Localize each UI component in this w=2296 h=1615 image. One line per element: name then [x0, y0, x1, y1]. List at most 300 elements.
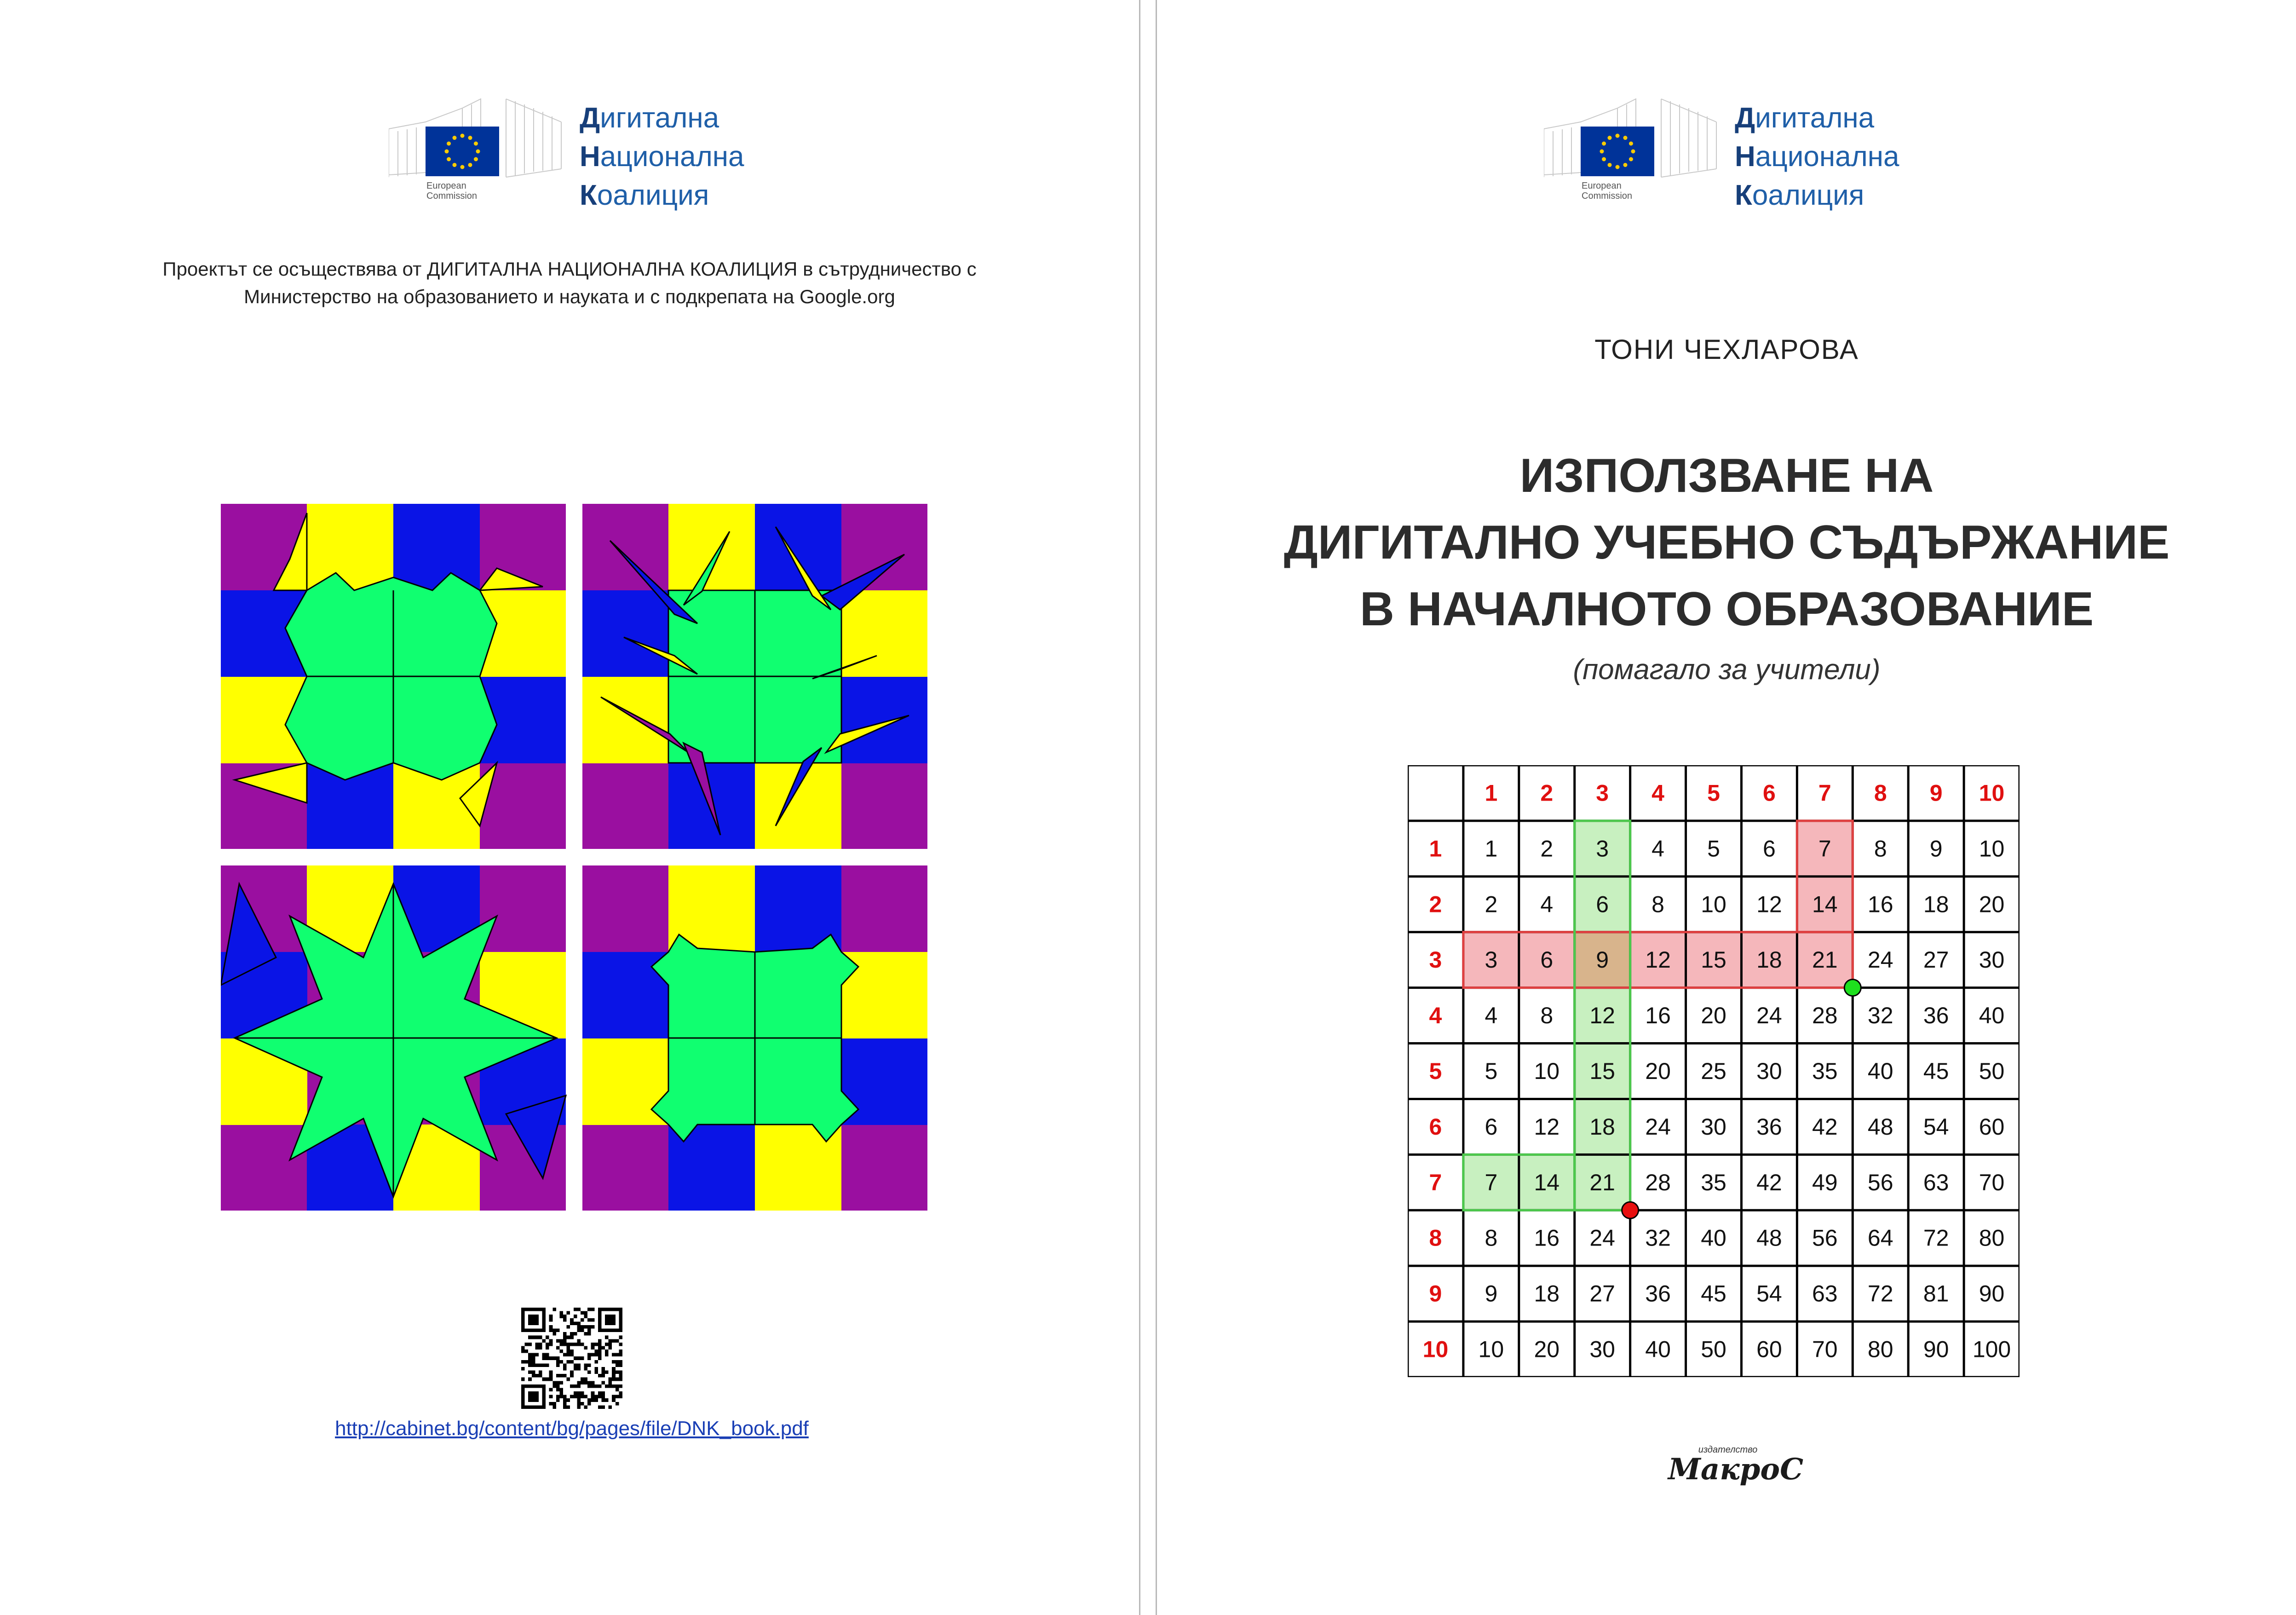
qr-module: [570, 1336, 574, 1339]
qr-module: [559, 1388, 563, 1391]
qr-module: [563, 1318, 567, 1322]
eu-star: [1602, 142, 1606, 146]
qr-module: [612, 1367, 616, 1371]
qr-module: [584, 1325, 588, 1329]
qr-module: [528, 1378, 532, 1381]
qr-module: [570, 1343, 574, 1346]
row-header: 5: [1429, 1058, 1442, 1084]
qr-module: [563, 1363, 567, 1367]
table-cell: 10: [1478, 1336, 1504, 1362]
table-cell: 20: [1979, 891, 2005, 917]
green-marker-dot: [1844, 980, 1861, 996]
qr-module: [605, 1384, 609, 1388]
table-cell: 14: [1812, 891, 1838, 917]
qr-module: [605, 1336, 609, 1339]
eu-star: [447, 157, 451, 162]
qr-module: [587, 1325, 591, 1329]
table-cell: 12: [1645, 947, 1671, 973]
table-cell: 63: [1812, 1280, 1838, 1307]
table-cell: 10: [1979, 836, 2005, 862]
column-header: 3: [1596, 780, 1609, 806]
qr-module: [567, 1353, 570, 1357]
table-cell: 12: [1756, 891, 1782, 917]
qr-module: [619, 1384, 622, 1388]
table-cell: 40: [1701, 1225, 1726, 1251]
qr-module: [577, 1308, 581, 1311]
qr-module: [584, 1311, 588, 1315]
qr-module: [563, 1332, 567, 1336]
qr-module: [556, 1398, 560, 1402]
column-header: 10: [1979, 780, 2005, 806]
qr-finder: [528, 1315, 539, 1325]
qr-module: [574, 1308, 577, 1311]
qr-module: [532, 1371, 535, 1374]
qr-module: [609, 1384, 612, 1388]
qr-module: [619, 1350, 622, 1353]
eu-star: [445, 150, 449, 154]
table-cell: 72: [1867, 1280, 1893, 1307]
qr-module: [598, 1356, 602, 1360]
qr-module: [542, 1353, 546, 1357]
qr-module: [567, 1378, 570, 1381]
qr-module: [616, 1384, 619, 1388]
table-cell: 90: [1979, 1280, 2005, 1307]
qr-module: [598, 1391, 602, 1395]
table-cell: 6: [1763, 836, 1776, 862]
qr-module: [521, 1360, 525, 1364]
qr-module: [584, 1346, 588, 1350]
qr-module: [549, 1343, 553, 1346]
qr-module: [535, 1346, 539, 1350]
eu-star: [474, 157, 478, 162]
right-page: [1157, 0, 2296, 1615]
column-header: 2: [1540, 780, 1554, 806]
qr-module: [567, 1398, 570, 1402]
qr-module: [556, 1395, 560, 1399]
qr-module: [577, 1325, 581, 1329]
qr-module: [574, 1384, 577, 1388]
table-cell: 27: [1589, 1280, 1615, 1307]
qr-module: [612, 1371, 616, 1374]
qr-module: [525, 1343, 529, 1346]
row-header: 3: [1429, 947, 1442, 973]
table-cell: 40: [1979, 1003, 2005, 1029]
qr-module: [612, 1339, 616, 1343]
ec-caption-line-2: Commission: [1582, 191, 1633, 201]
qr-module: [587, 1353, 591, 1357]
qr-module: [609, 1378, 612, 1381]
table-cell: 56: [1812, 1225, 1838, 1251]
qr-module: [549, 1315, 553, 1318]
qr-module: [528, 1343, 532, 1346]
qr-module: [612, 1353, 616, 1357]
qr-module: [549, 1371, 553, 1374]
eu-star: [460, 165, 465, 169]
qr-module: [570, 1374, 574, 1378]
table-cell: 15: [1701, 947, 1726, 973]
qr-module: [598, 1343, 602, 1346]
qr-module: [584, 1332, 588, 1336]
qr-module: [609, 1339, 612, 1343]
qr-module: [528, 1353, 532, 1357]
table-cell: 7: [1485, 1169, 1498, 1195]
puzzle-2: [582, 504, 927, 849]
qr-module: [587, 1398, 591, 1402]
qr-module: [574, 1321, 577, 1325]
qr-module: [539, 1346, 542, 1350]
table-cell: 10: [1701, 891, 1726, 917]
qr-module: [587, 1381, 591, 1384]
table-cell: 24: [1589, 1225, 1615, 1251]
table-cell: 8: [1540, 1003, 1554, 1029]
dnk-line-1: Дигитална: [580, 102, 719, 134]
qr-module: [598, 1346, 602, 1350]
tessellation-puzzles: [221, 504, 927, 1211]
table-cell: 6: [1596, 891, 1609, 917]
qr-module: [581, 1329, 584, 1332]
qr-module: [542, 1378, 546, 1381]
publisher-logo: [1668, 1445, 1803, 1487]
qr-module: [552, 1384, 556, 1388]
qr-module: [619, 1395, 622, 1399]
qr-module: [581, 1325, 584, 1329]
qr-module: [616, 1360, 619, 1364]
qr-module: [598, 1353, 602, 1357]
qr-module: [594, 1384, 598, 1388]
table-cell: 18: [1756, 947, 1782, 973]
publisher-small-text: издателство: [1698, 1445, 1758, 1455]
qr-module: [587, 1402, 591, 1406]
qr-module: [616, 1339, 619, 1343]
qr-module: [619, 1378, 622, 1381]
qr-module: [577, 1329, 581, 1332]
eu-star: [1616, 165, 1620, 169]
table-cell: 35: [1701, 1169, 1726, 1195]
qr-module: [552, 1405, 556, 1409]
table-cell: 80: [1867, 1336, 1893, 1362]
project-line-1: Проектът се осъществява от ДИГИТАЛНА НАЦИОНАЛНА КОАЛИЦИЯ в сътрудничество с: [162, 258, 977, 280]
qr-module: [587, 1318, 591, 1322]
table-cell: 9: [1485, 1280, 1498, 1307]
qr-module: [567, 1336, 570, 1339]
table-cell: 24: [1867, 947, 1893, 973]
qr-module: [570, 1350, 574, 1353]
qr-module: [619, 1353, 622, 1357]
qr-module: [546, 1336, 549, 1339]
eu-star: [476, 150, 480, 154]
qr-module: [594, 1371, 598, 1374]
eu-star: [1629, 157, 1633, 162]
qr-module: [570, 1360, 574, 1364]
qr-module: [577, 1321, 581, 1325]
table-cell: 8: [1874, 836, 1887, 862]
qr-module: [563, 1374, 567, 1378]
qr-module: [605, 1350, 609, 1353]
qr-module: [577, 1339, 581, 1343]
qr-module: [616, 1378, 619, 1381]
qr-module: [581, 1318, 584, 1322]
qr-module: [570, 1321, 574, 1325]
eu-star: [460, 134, 465, 138]
table-cell: 49: [1812, 1169, 1838, 1195]
qr-module: [570, 1332, 574, 1336]
qr-module: [612, 1395, 616, 1399]
table-cell: 48: [1867, 1113, 1893, 1140]
qr-module: [546, 1343, 549, 1346]
ec-caption-right: [1582, 181, 1632, 201]
qr-module: [556, 1381, 560, 1384]
dnk-line-2: Национална: [1735, 141, 1899, 173]
qr-module: [563, 1395, 567, 1399]
table-cell: 54: [1923, 1113, 1949, 1140]
qr-module: [539, 1336, 542, 1339]
qr-module: [601, 1346, 605, 1350]
table-cell: 4: [1485, 1003, 1498, 1029]
table-cell: 6: [1485, 1113, 1498, 1140]
subtitle: (помагало за учители): [1573, 654, 1881, 686]
row-header: 4: [1429, 1003, 1442, 1029]
qr-module: [587, 1332, 591, 1336]
eu-star: [453, 136, 457, 140]
qr-module: [619, 1391, 622, 1395]
title-line-2: ДИГИТАЛНО УЧЕБНО СЪДЪРЖАНИЕ: [1283, 516, 2170, 569]
table-cell: 50: [1701, 1336, 1726, 1362]
puzzle-1: [221, 504, 566, 849]
qr-module: [546, 1353, 549, 1357]
qr-module: [574, 1363, 577, 1367]
row-header: 8: [1429, 1225, 1442, 1251]
qr-module: [556, 1360, 560, 1364]
qr-module: [577, 1343, 581, 1346]
qr-module: [532, 1363, 535, 1367]
qr-module: [598, 1384, 602, 1388]
qr-module: [528, 1336, 532, 1339]
ec-caption: [426, 181, 477, 201]
qr-module: [591, 1325, 595, 1329]
qr-module: [525, 1360, 529, 1364]
ec-caption-line-1: European: [426, 181, 466, 191]
table-cell: 6: [1540, 947, 1554, 973]
qr-module: [619, 1374, 622, 1378]
qr-module: [581, 1395, 584, 1399]
qr-module: [601, 1398, 605, 1402]
qr-module: [577, 1402, 581, 1406]
qr-module: [528, 1371, 532, 1374]
qr-module: [584, 1315, 588, 1318]
table-cell: 40: [1645, 1336, 1671, 1362]
qr-module: [591, 1381, 595, 1384]
qr-module: [619, 1336, 622, 1339]
qr-module: [609, 1405, 612, 1409]
table-cell: 20: [1645, 1058, 1671, 1084]
qr-module: [549, 1388, 553, 1391]
table-cell: 36: [1756, 1113, 1782, 1140]
table-cell: 60: [1979, 1113, 2005, 1140]
table-cell: 45: [1923, 1058, 1949, 1084]
title-line-1: ИЗПОЛЗВАНЕ НА: [1519, 449, 1934, 502]
qr-module: [556, 1339, 560, 1343]
eu-star: [1629, 142, 1633, 146]
table-cell: 21: [1589, 1169, 1615, 1195]
qr-module: [577, 1363, 581, 1367]
qr-module: [619, 1363, 622, 1367]
table-cell: 24: [1756, 1003, 1782, 1029]
qr-module: [563, 1353, 567, 1357]
qr-module: [574, 1315, 577, 1318]
column-header: 4: [1652, 780, 1664, 806]
column-header: 1: [1485, 780, 1498, 806]
qr-module: [549, 1356, 553, 1360]
table-cell: 35: [1812, 1058, 1838, 1084]
table-cell: 32: [1867, 1003, 1893, 1029]
qr-module: [577, 1405, 581, 1409]
qr-module: [532, 1356, 535, 1360]
table-cell: 100: [1972, 1336, 2011, 1362]
qr-module: [601, 1367, 605, 1371]
qr-module: [598, 1395, 602, 1399]
qr-module: [574, 1391, 577, 1395]
table-cell: 5: [1485, 1058, 1498, 1084]
qr-module: [539, 1343, 542, 1346]
qr-module: [521, 1378, 525, 1381]
qr-module: [559, 1360, 563, 1364]
table-cell: 2: [1540, 836, 1554, 862]
table-cell: 42: [1756, 1169, 1782, 1195]
qr-module: [609, 1381, 612, 1384]
qr-module: [616, 1371, 619, 1374]
table-cell: 36: [1645, 1280, 1671, 1307]
qr-module: [532, 1360, 535, 1364]
qr-module: [587, 1371, 591, 1374]
qr-module: [619, 1360, 622, 1364]
puzzle-3: [221, 865, 566, 1211]
multiplication-table: [1408, 765, 2020, 1377]
column-header: 7: [1818, 780, 1831, 806]
qr-module: [570, 1371, 574, 1374]
qr-finder: [528, 1391, 539, 1402]
qr-module: [616, 1353, 619, 1357]
row-header: 7: [1429, 1169, 1442, 1195]
qr-module: [552, 1308, 556, 1311]
qr-module: [546, 1363, 549, 1367]
qr-module: [539, 1363, 542, 1367]
table-cell: 63: [1923, 1169, 1949, 1195]
qr-module: [577, 1356, 581, 1360]
table-cell: 81: [1923, 1280, 1949, 1307]
qr-module: [567, 1311, 570, 1315]
qr-module: [594, 1353, 598, 1357]
table-cell: 8: [1652, 891, 1664, 917]
qr-module: [577, 1381, 581, 1384]
qr-module: [591, 1308, 595, 1311]
qr-module: [567, 1325, 570, 1329]
qr-module: [521, 1346, 525, 1350]
qr-module: [598, 1405, 602, 1409]
qr-module: [570, 1318, 574, 1322]
table-cell: 16: [1534, 1225, 1560, 1251]
table-cell: 30: [1979, 947, 2005, 973]
qr-module: [549, 1329, 553, 1332]
qr-module: [581, 1391, 584, 1395]
table-cell: 9: [1929, 836, 1943, 862]
qr-module: [619, 1371, 622, 1374]
table-cell: 15: [1589, 1058, 1615, 1084]
dnk-line-3: Коалиция: [580, 179, 709, 211]
book-link[interactable]: http://cabinet.bg/content/bg/pages/file/DNK_book.pdf: [335, 1417, 809, 1440]
qr-module: [612, 1398, 616, 1402]
qr-module: [552, 1332, 556, 1336]
table-cell: 80: [1979, 1225, 2005, 1251]
table-cell: 4: [1652, 836, 1664, 862]
title-line-3: В НАЧАЛНОТО ОБРАЗОВАНИЕ: [1359, 583, 2094, 636]
qr-module: [601, 1371, 605, 1374]
qr-module: [535, 1343, 539, 1346]
qr-module: [556, 1374, 560, 1378]
row-header: 9: [1429, 1280, 1442, 1307]
qr-module: [581, 1311, 584, 1315]
qr-module: [612, 1360, 616, 1364]
qr-module: [549, 1395, 553, 1399]
table-cell: 2: [1485, 891, 1498, 917]
qr-module: [535, 1374, 539, 1378]
qr-module: [598, 1374, 602, 1378]
column-header: 5: [1707, 780, 1720, 806]
qr-module: [587, 1384, 591, 1388]
qr-module: [574, 1332, 577, 1336]
qr-module: [616, 1363, 619, 1367]
page-divider-right: [1156, 0, 1157, 1615]
qr-module: [591, 1346, 595, 1350]
qr-module: [591, 1353, 595, 1357]
qr-module: [577, 1395, 581, 1399]
table-cell: 54: [1756, 1280, 1782, 1307]
qr-module: [591, 1391, 595, 1395]
table-cell: 18: [1923, 891, 1949, 917]
eu-star: [1616, 134, 1620, 138]
ec-caption-line-2: Commission: [426, 191, 478, 201]
qr-module: [528, 1356, 532, 1360]
qr-module: [609, 1343, 612, 1346]
dnk-line-1: Дигитална: [1735, 102, 1875, 134]
qr-module: [528, 1360, 532, 1364]
eu-star: [447, 142, 451, 146]
qr-module: [563, 1343, 567, 1346]
qr-module: [559, 1391, 563, 1395]
european-commission-logo-right: [1544, 94, 1719, 186]
qr-module: [612, 1374, 616, 1378]
qr-module: [581, 1343, 584, 1346]
qr-module: [559, 1381, 563, 1384]
table-cell: 60: [1756, 1336, 1782, 1362]
qr-module: [594, 1350, 598, 1353]
qr-module: [581, 1356, 584, 1360]
eu-star: [453, 163, 457, 167]
qr-module: [616, 1395, 619, 1399]
qr-module: [601, 1405, 605, 1409]
eu-star: [468, 163, 472, 167]
qr-module: [549, 1325, 553, 1329]
qr-module: [594, 1367, 598, 1371]
qr-module: [601, 1381, 605, 1384]
qr-module: [549, 1374, 553, 1378]
qr-module: [552, 1356, 556, 1360]
qr-module: [556, 1388, 560, 1391]
qr-module: [587, 1363, 591, 1367]
qr-module: [605, 1371, 609, 1374]
qr-module: [563, 1315, 567, 1318]
table-cell: 18: [1589, 1113, 1615, 1140]
qr-module: [559, 1339, 563, 1343]
